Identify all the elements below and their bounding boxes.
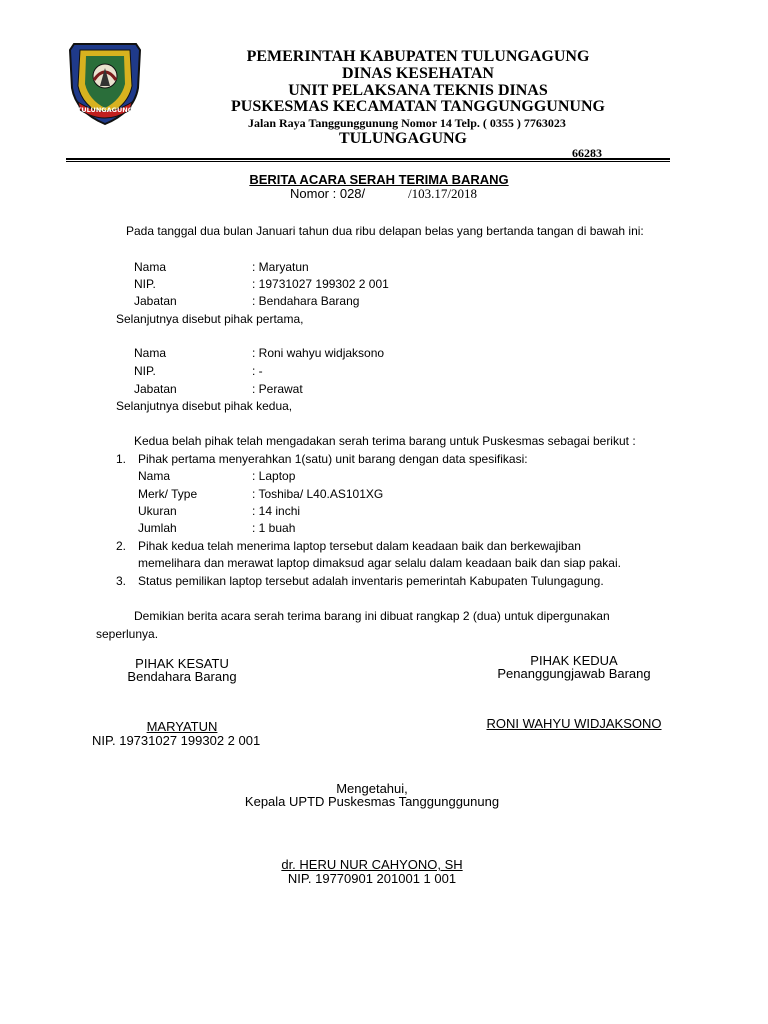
item3-text: Status pemilikan laptop tersebut adalah inventaris pemerintah Kabupaten Tulungagung. [138,574,604,588]
party2-position-label: Jabatan [134,382,177,396]
party1-position-label: Jabatan [134,294,177,308]
kop-postal-code: 66283 [572,146,602,160]
kop-unit: UNIT PELAKSANA TEKNIS DINAS [288,82,548,99]
kop-puskesmas: PUSKESMAS KECAMATAN TANGGUNGGUNUNG [231,98,605,115]
party1-closing: Selanjutnya disebut pihak pertama, [116,312,304,326]
approver-label: Mengetahui, [336,781,408,796]
left-signatory-nip: NIP. 19731027 199302 2 001 [92,733,261,748]
item2-text-line2: memelihara dan merawat laptop dimaksud agar selalu dalam keadaan baik dan siap pakai. [138,556,621,570]
svg-text:TULUNGAGUNG: TULUNGAGUNG [76,106,134,114]
left-signatory-title: PIHAK KESATU [135,656,229,671]
approver-nip: NIP. 19770901 201001 1 001 [287,871,457,886]
closing-line2: seperlunya. [96,627,159,641]
agreement-intro: Kedua belah pihak telah mengadakan serah terima barang untuk Puskesmas sebagai berikut : [134,434,636,448]
closing-line1: Demikian berita acara serah terima barang ini dibuat rangkap 2 (dua) untuk dipergunakan [134,609,610,623]
spec-quantity-value: : 1 buah [252,521,296,535]
right-signatory-title: PIHAK KEDUA [530,653,618,668]
spec-quantity-label: Jumlah [138,521,177,535]
approver-name: dr. HERU NUR CAHYONO, SH [281,857,463,872]
left-signatory-name: MARYATUN [146,719,218,734]
spec-name-label: Nama [138,469,171,483]
party2-closing: Selanjutnya disebut pihak kedua, [116,399,293,413]
party2-nip-label: NIP. [134,364,156,378]
regency-emblem-logo [64,38,146,128]
party2-name-value: : Roni wahyu widjaksono [252,346,385,360]
item1-text: Pihak pertama menyerahkan 1(satu) unit barang dengan data spesifikasi: [138,452,528,466]
kop-government: PEMERINTAH KABUPATEN TULUNGAGUNG [246,48,590,65]
spec-name-value: : Laptop [252,469,296,483]
item2-text-line1: Pihak kedua telah menerima laptop tersebut dalam keadaan baik dan berkewajiban [138,539,581,553]
party1-nip-value: : 19731027 199302 2 001 [252,277,389,291]
party1-nip-label: NIP. [134,277,156,291]
item3-number: 3. [116,574,127,588]
item1-number: 1. [116,452,127,466]
document-number-suffix: /103.17/2018 [408,186,477,201]
party2-nip-value: : - [252,364,263,378]
party1-name-label: Nama [134,260,167,274]
spec-size-label: Ukuran [138,504,177,518]
left-signatory-role: Bendahara Barang [127,669,237,684]
spec-brand-label: Merk/ Type [138,487,198,501]
document-number-label: Nomor : 028/ [290,186,366,201]
opening-paragraph: Pada tanggal dua bulan Januari tahun dua ribu delapan belas yang bertanda tangan di bawah ini: [126,224,644,238]
kop-address: Jalan Raya Tanggunggunung Nomor 14 Telp. ( 0355 ) 7763023 [248,116,566,130]
party1-name-value: : Maryatun [252,260,309,274]
item2-number: 2. [116,539,127,553]
right-signatory-role: Penanggungjawab Barang [497,666,651,681]
letterhead-divider [66,158,670,162]
kop-city: TULUNGAGUNG [338,130,467,147]
party1-position-value: : Bendahara Barang [252,294,360,308]
approver-role: Kepala UPTD Puskesmas Tanggunggunung [244,794,500,809]
spec-size-value: : 14 inchi [252,504,301,518]
document-title: BERITA ACARA SERAH TERIMA BARANG [249,172,509,187]
kop-department: DINAS KESEHATAN [342,65,494,82]
right-signatory-name: RONI WAHYU WIDJAKSONO [486,716,662,731]
party2-name-label: Nama [134,346,167,360]
party2-position-value: : Perawat [252,382,303,396]
spec-brand-value: : Toshiba/ L40.AS101XG [252,487,384,501]
